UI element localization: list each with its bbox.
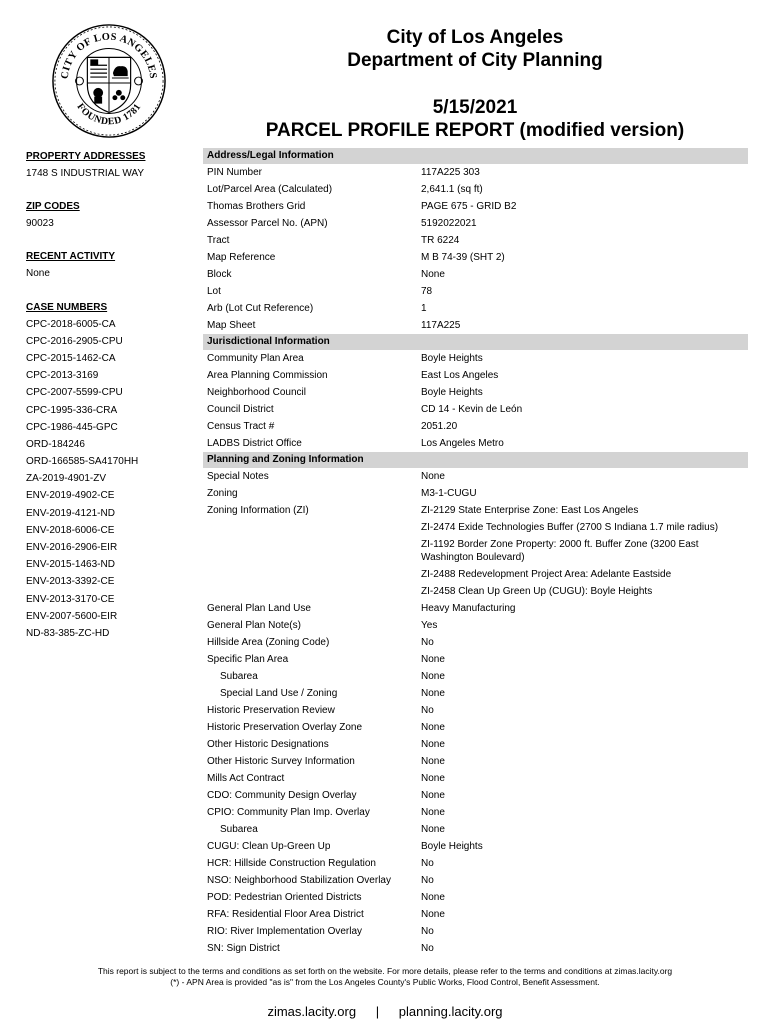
planning-link[interactable]: planning.lacity.org (398, 1004, 503, 1019)
field-values (421, 855, 748, 872)
case-number: CPC-1995-336-CRA (26, 404, 118, 416)
field-value: None (421, 909, 445, 920)
table-row (203, 367, 748, 384)
field-label: Special Notes (207, 471, 269, 482)
case-number: ORD-166585-SA4170HH (26, 456, 139, 468)
field-values (421, 198, 748, 215)
field-value: 78 (421, 286, 433, 297)
table-row (203, 719, 748, 736)
report-date: 5/15/2021 (432, 97, 518, 118)
field-values (421, 164, 748, 181)
table-row (203, 435, 748, 452)
field-label: PIN Number (207, 167, 263, 178)
field-value: 5192022021 (421, 218, 477, 229)
field-values (421, 181, 748, 198)
table-row (203, 855, 748, 872)
field-value: CD 14 - Kevin de León (421, 404, 523, 415)
field-value: M3-1-CUGU (421, 488, 477, 499)
field-label: Hillside Area (Zoning Code) (207, 637, 330, 648)
field-value: Boyle Heights (421, 353, 483, 364)
table-row (203, 872, 748, 889)
field-value: No (421, 858, 434, 869)
field-label: RFA: Residential Floor Area District (207, 909, 364, 920)
field-value: No (421, 875, 434, 886)
field-values (421, 249, 748, 266)
field-values (421, 300, 748, 317)
field-label: Other Historic Designations (207, 739, 329, 750)
case-number: CPC-2016-2905-CPU (26, 335, 123, 347)
field-values (421, 418, 748, 435)
case-number: ENV-2013-3392-CE (26, 576, 115, 588)
section-header: Planning and Zoning Information (203, 452, 748, 468)
recent-activity-list (26, 265, 196, 282)
field-values (421, 906, 748, 923)
table-row (203, 401, 748, 418)
field-value: M B 74-39 (SHT 2) (421, 252, 505, 263)
parcel-info-table (203, 148, 748, 957)
field-value: None (421, 807, 445, 818)
field-label: Block (207, 269, 232, 280)
field-value: Boyle Heights (421, 841, 483, 852)
table-row (203, 668, 748, 685)
field-values (421, 702, 748, 719)
field-value: Heavy Manufacturing (421, 603, 516, 614)
field-values (421, 651, 748, 668)
section-header: Jurisdictional Information (203, 334, 748, 350)
table-row (203, 164, 748, 181)
field-values (421, 668, 748, 685)
field-label: Census Tract # (207, 421, 275, 432)
table-row (203, 906, 748, 923)
field-value: 117A225 303 (421, 167, 480, 178)
field-values (421, 502, 748, 600)
field-values (421, 872, 748, 889)
link-separator: | (375, 1004, 380, 1019)
field-values (421, 753, 748, 770)
field-value: None (421, 739, 445, 750)
field-value: None (421, 269, 445, 280)
field-values (421, 685, 748, 702)
field-value: 1 (421, 303, 427, 314)
zip-codes-heading: ZIP CODES (26, 201, 80, 213)
case-numbers-list (26, 316, 196, 643)
field-label: General Plan Land Use (207, 603, 311, 614)
case-number: ORD-184246 (26, 438, 85, 450)
field-label: Specific Plan Area (207, 654, 289, 665)
field-value: ZI-2458 Clean Up Green Up (CUGU): Boyle Heights (421, 586, 653, 597)
field-value: ZI-2488 Redevelopment Project Area: Adelante Eastside (421, 569, 672, 580)
section-header: Address/Legal Information (203, 148, 748, 164)
field-value: 2,641.1 (sq ft) (421, 184, 483, 195)
field-label: CDO: Community Design Overlay (207, 790, 357, 801)
table-row (203, 300, 748, 317)
case-number: ENV-2016-2906-EIR (26, 542, 118, 553)
table-row (203, 317, 748, 334)
city-seal-logo (50, 22, 168, 140)
field-value: None (421, 654, 445, 665)
field-label: Area Planning Commission (207, 370, 328, 381)
case-number: ENV-2019-4902-CE (26, 490, 115, 502)
field-values (421, 634, 748, 651)
field-values (421, 719, 748, 736)
footer-links (0, 1004, 770, 1019)
field-values (421, 468, 748, 485)
case-number: CPC-1986-445-GPC (26, 421, 118, 433)
field-label: Thomas Brothers Grid (207, 201, 306, 212)
table-row (203, 940, 748, 957)
field-value: ZI-1192 Border Zone Property: 2000 ft. Buffer Zone (3200 East Washington Boulevard) (421, 539, 699, 563)
field-values (421, 215, 748, 232)
field-label: Lot (207, 286, 221, 297)
department-name: Department of City Planning (347, 50, 603, 71)
field-value: None (421, 790, 445, 801)
field-value: None (421, 824, 445, 835)
table-row (203, 923, 748, 940)
field-value: East Los Angeles (421, 370, 499, 381)
table-row (203, 350, 748, 367)
case-number: CPC-2007-5599-CPU (26, 387, 123, 399)
zip-codes-list (26, 215, 196, 232)
table-row (203, 736, 748, 753)
case-number: ENV-2019-4121-ND (26, 507, 115, 519)
table-row (203, 283, 748, 300)
field-label: Neighborhood Council (207, 387, 306, 398)
field-values (421, 367, 748, 384)
zip-code: 90023 (26, 218, 54, 230)
recent-activity-item: None (26, 268, 50, 280)
field-value: ZI-2129 State Enterprise Zone: East Los Angeles (421, 505, 639, 516)
field-values (421, 838, 748, 855)
field-values (421, 600, 748, 617)
footer-disclaimer (0, 966, 770, 988)
field-label: SN: Sign District (207, 943, 280, 954)
field-value: None (421, 892, 445, 903)
field-values (421, 736, 748, 753)
seal-text-bottom: FOUNDED 1781 (74, 101, 144, 128)
field-values (421, 940, 748, 957)
property-addresses-list (26, 165, 196, 182)
field-values (421, 435, 748, 452)
field-values (421, 804, 748, 821)
field-value: None (421, 773, 445, 784)
table-row (203, 634, 748, 651)
field-value: None (421, 688, 445, 699)
field-values (421, 617, 748, 634)
field-value: 117A225 (421, 320, 461, 331)
field-value: None (421, 471, 445, 482)
table-row (203, 418, 748, 435)
property-addresses-heading: PROPERTY ADDRESSES (26, 151, 146, 162)
field-label: Tract (207, 235, 230, 246)
field-label: General Plan Note(s) (207, 620, 301, 631)
table-row (203, 181, 748, 198)
field-label: CPIO: Community Plan Imp. Overlay (207, 807, 370, 818)
field-value: None (421, 756, 445, 767)
field-label: Lot/Parcel Area (Calculated) (207, 184, 333, 195)
case-number: ENV-2013-3170-CE (26, 593, 115, 605)
field-label: Assessor Parcel No. (APN) (207, 218, 328, 229)
case-number: ND-83-385-ZC-HD (26, 627, 110, 639)
field-label: Council District (207, 404, 274, 415)
field-values (421, 401, 748, 418)
field-value: No (421, 926, 434, 937)
field-values (421, 889, 748, 906)
field-value: ZI-2474 Exide Technologies Buffer (2700 S Indiana 1.7 mile radius) (421, 522, 719, 533)
field-value: PAGE 675 - GRID B2 (421, 201, 517, 212)
field-values (421, 770, 748, 787)
table-row (203, 838, 748, 855)
case-number: CPC-2018-6005-CA (26, 318, 116, 330)
field-label: Community Plan Area (207, 353, 304, 364)
field-values (421, 485, 748, 502)
field-label: Special Land Use / Zoning (220, 688, 338, 699)
field-value: No (421, 705, 434, 716)
table-row (203, 468, 748, 485)
field-label: CUGU: Clean Up-Green Up (207, 841, 331, 852)
case-number: ENV-2018-6006-CE (26, 524, 115, 536)
field-value: Yes (421, 620, 438, 631)
table-row (203, 889, 748, 906)
field-label: RIO: River Implementation Overlay (207, 926, 363, 937)
seal-text-top: CITY OF LOS ANGELES (59, 31, 159, 80)
case-number: CPC-2015-1462-CA (26, 352, 116, 364)
field-label: HCR: Hillside Construction Regulation (207, 858, 376, 869)
field-label: Subarea (220, 671, 258, 682)
field-label: Mills Act Contract (207, 773, 285, 784)
case-number: ZA-2019-4901-ZV (26, 473, 107, 485)
apn-note: (*) - APN Area is provided "as is" from the Los Angeles County's Public Works, Flood Control, Benefit Assessment. (170, 977, 600, 987)
field-label: POD: Pedestrian Oriented Districts (207, 892, 362, 903)
field-label: LADBS District Office (207, 438, 302, 449)
field-values (421, 232, 748, 249)
field-values (421, 821, 748, 838)
table-row (203, 787, 748, 804)
field-values (421, 923, 748, 940)
recent-activity-heading: RECENT ACTIVITY (26, 251, 116, 263)
field-label: Other Historic Survey Information (207, 756, 355, 767)
field-label: Arb (Lot Cut Reference) (207, 303, 314, 314)
field-value: None (421, 671, 445, 682)
field-value: None (421, 722, 445, 733)
field-value: 2051.20 (421, 421, 458, 432)
field-label: Zoning Information (ZI) (207, 505, 309, 516)
field-values (421, 266, 748, 283)
table-row (203, 266, 748, 283)
org-name: City of Los Angeles (386, 27, 564, 48)
table-row (203, 384, 748, 401)
table-row (203, 617, 748, 634)
field-label: NSO: Neighborhood Stabilization Overlay (207, 875, 391, 886)
case-number: ENV-2007-5600-EIR (26, 610, 118, 622)
report-title: PARCEL PROFILE REPORT (modified version) (265, 120, 685, 141)
table-row (203, 685, 748, 702)
case-number: CPC-2013-3169 (26, 370, 99, 382)
field-label: Historic Preservation Overlay Zone (207, 722, 363, 733)
table-row (203, 485, 748, 502)
table-row (203, 702, 748, 719)
field-values (421, 384, 748, 401)
table-row (203, 215, 748, 232)
table-row (203, 753, 748, 770)
report-header (180, 26, 770, 142)
table-row (203, 600, 748, 617)
table-row (203, 651, 748, 668)
case-number: ENV-2015-1463-ND (26, 559, 115, 571)
table-row (203, 821, 748, 838)
field-label: Map Sheet (207, 320, 256, 331)
table-row (203, 232, 748, 249)
field-value: No (421, 637, 434, 648)
terms-note: This report is subject to the terms and conditions as set forth on the website. For more details, please refer to the terms and conditions at zimas.lacity.org (97, 966, 673, 976)
field-value: No (421, 943, 434, 954)
field-value: Los Angeles Metro (421, 438, 504, 449)
field-values (421, 317, 748, 334)
field-values (421, 787, 748, 804)
field-label: Zoning (207, 488, 238, 499)
field-label: Subarea (220, 824, 258, 835)
case-numbers-heading: CASE NUMBERS (26, 301, 108, 313)
table-row (203, 198, 748, 215)
field-value: Boyle Heights (421, 387, 483, 398)
zimas-link[interactable]: zimas.lacity.org (267, 1004, 357, 1019)
table-row (203, 804, 748, 821)
field-label: Map Reference (207, 252, 276, 263)
field-label: Historic Preservation Review (207, 705, 335, 716)
property-address: 1748 S INDUSTRIAL WAY (26, 168, 144, 179)
field-value: TR 6224 (421, 235, 460, 246)
table-row (203, 249, 748, 266)
field-values (421, 350, 748, 367)
table-row (203, 502, 748, 600)
field-values (421, 283, 748, 300)
left-column (26, 148, 196, 642)
table-row (203, 770, 748, 787)
